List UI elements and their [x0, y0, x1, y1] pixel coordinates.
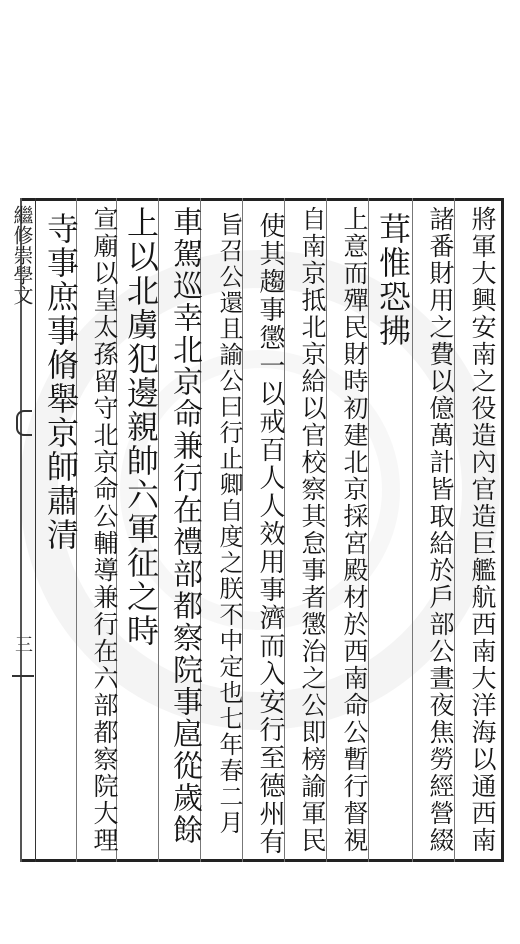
spine-tick-mark — [12, 665, 34, 677]
text-column-7: 旨召公還且諭公曰行止卿自度之朕不中定也七年春二月 — [215, 212, 243, 836]
text-column-3: 茸惟恐拂 — [374, 212, 412, 348]
text-column-5: 自南京抵北京給以官校察其怠事者懲治之公即榜諭軍民 — [298, 206, 327, 854]
text-column-6: 使其趨事懲一以戒百人人效用事濟而入安行至德州有 — [255, 212, 285, 856]
text-column-1: 將軍大興安南之役造內官造巨艦航西南大洋海以通西南 — [468, 206, 497, 854]
text-column-4: 上意而殫民財時初建北京採宮殿材於西南命公暫行督視 — [340, 206, 369, 854]
spine-title: 繼修崇學文 — [10, 205, 34, 305]
spine-leaf-number: 三 — [12, 635, 33, 653]
text-column-9: 上以北虜犯邊親帥六軍征之時 — [122, 206, 160, 648]
text-column-8: 車駕巡幸北京命兼行在禮部都察院事扈從歲餘 — [167, 206, 202, 846]
text-column-10: 宣廟以皇太孫留守北京命公輔導兼行在六部都察院大理 — [90, 206, 119, 854]
fish-tail-mark-icon — [16, 410, 32, 436]
text-column-11: 寺事庶事脩舉京師肅清 — [42, 212, 80, 552]
text-column-2: 諸番財用之費以億萬計皆取給於戶部公晝夜焦勞經營綴 — [426, 206, 455, 854]
column-rule — [412, 198, 413, 862]
